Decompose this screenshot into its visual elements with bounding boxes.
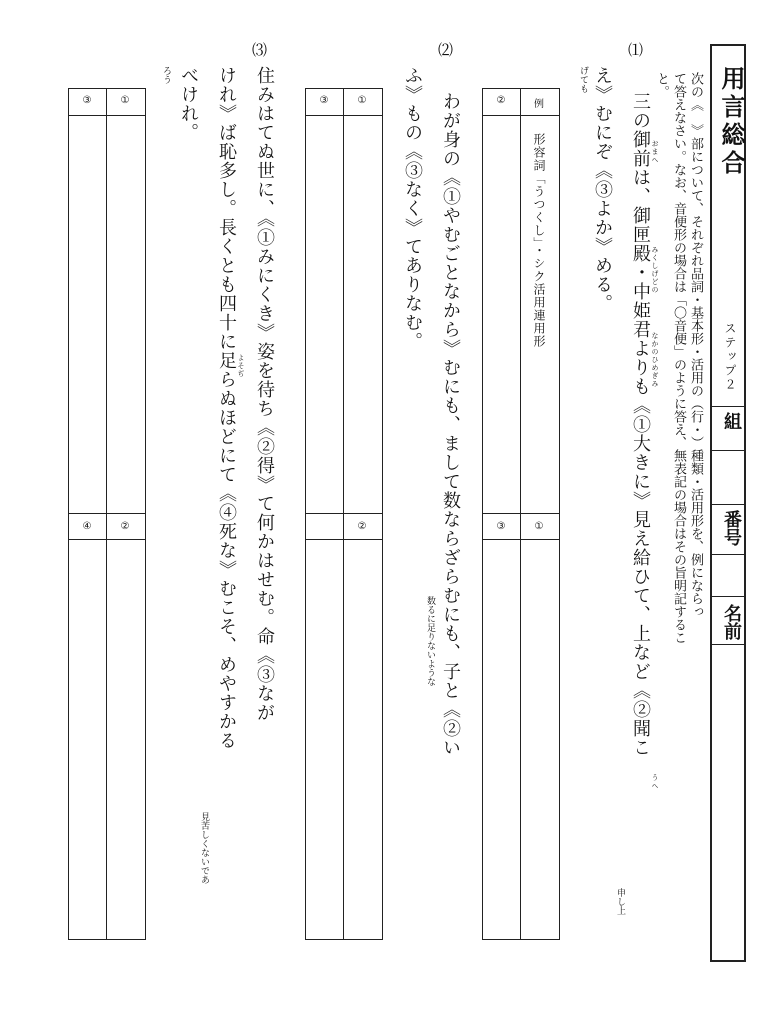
number-label: 番号 — [721, 510, 742, 546]
answer-cell-1-label: ① — [120, 95, 130, 106]
annotation-rou: ろう — [161, 66, 171, 84]
annotation-moushiage: 申し上 — [615, 888, 625, 915]
answer-cell-1-label: ① — [534, 521, 544, 532]
answer-cell-2-label: ② — [357, 521, 367, 532]
question-1-number: ⑴ — [628, 41, 644, 59]
answer-cell-1[interactable] — [345, 117, 381, 511]
answer-cell-2[interactable] — [108, 541, 144, 937]
answer-cell-4[interactable] — [70, 541, 104, 937]
instruction-line-3: と。 — [654, 72, 669, 98]
header-strip — [710, 44, 746, 962]
annotation-getemo: げても — [578, 66, 588, 93]
ruby-omae: おまへ — [651, 140, 659, 164]
answer-cell-3-label: ③ — [82, 95, 92, 106]
ruby-nakanohimegimi: なかのひめぎみ — [651, 332, 659, 388]
ruby-yosoji: よそぢ — [237, 354, 245, 378]
question-2-line-1: わが身の《①やむごとなから》むにも、まして数ならざらむにも、子と《②い — [440, 92, 461, 757]
question-3-line-3: べけれ。 — [178, 66, 199, 142]
answer-cell-2-label: ② — [496, 95, 506, 106]
name-label: 名前 — [721, 604, 742, 640]
answer-cell-3[interactable] — [70, 117, 104, 511]
step-label: ステップ２ — [723, 322, 737, 392]
answer-cell-3[interactable] — [307, 117, 341, 511]
answer-cell-3-label: ③ — [319, 95, 329, 106]
answer-cell-3-label: ③ — [496, 521, 506, 532]
answer-cell-1[interactable] — [522, 541, 558, 937]
instruction-line-2: て答えなさい。なお、音便形の場合は「〇音便」のように答え、無表記の場合はその旨明記するこ — [671, 72, 686, 644]
question-3-number: ⑶ — [252, 41, 268, 59]
answer-table-2 — [305, 88, 383, 940]
example-answer: 形容詞「うつくし」・シク活用連用形 — [532, 133, 546, 348]
answer-cell-1[interactable] — [108, 117, 144, 511]
question-3-line-2: けれ》ば恥多し。長くとも四十に足らぬほどにて《④死な》むこそ、めやすかる — [216, 66, 237, 750]
annotation-migurushiku: 見苦しくないであ — [199, 812, 209, 884]
answer-cell-4-label: ④ — [82, 521, 92, 532]
answer-cell-2[interactable] — [345, 541, 381, 937]
answer-table-3 — [68, 88, 146, 940]
unused-cell — [307, 541, 341, 937]
question-2-line-2: ふ》もの《③なく》てありなむ。 — [402, 66, 423, 351]
question-3-line-1: 住みはてぬ世に、《①みにくき》姿を待ち《②得》て何かはせむ。命《③なが — [254, 66, 275, 722]
answer-cell-3[interactable] — [484, 541, 518, 937]
annotation-kazunaranu: 数るに足りないような — [425, 596, 435, 686]
class-label: 組 — [721, 412, 742, 430]
answer-cell-1-label: ① — [357, 95, 367, 106]
ruby-mikushigedono: みくしげどの — [651, 246, 659, 294]
page-title: 用言総合 — [717, 66, 746, 178]
example-label: 例 — [534, 99, 544, 110]
ruby-ue: うへ — [651, 774, 659, 790]
question-1-line-2: え》むにぞ《③よか》める。 — [592, 66, 613, 313]
instruction-line-1: 次の《 》部について、それぞれ品詞・基本形・活用の（行・）種類・活用形を、例にならっ — [688, 72, 703, 618]
question-1-line-1: 三の御前は、御匣殿・中姫君よりも《①大きに》見え給ひて、上など《②聞こ — [630, 92, 651, 757]
answer-table-1 — [482, 88, 560, 940]
answer-cell-2[interactable] — [484, 117, 518, 511]
answer-cell-2-label: ② — [120, 521, 130, 532]
question-2-number: ⑵ — [438, 41, 454, 59]
